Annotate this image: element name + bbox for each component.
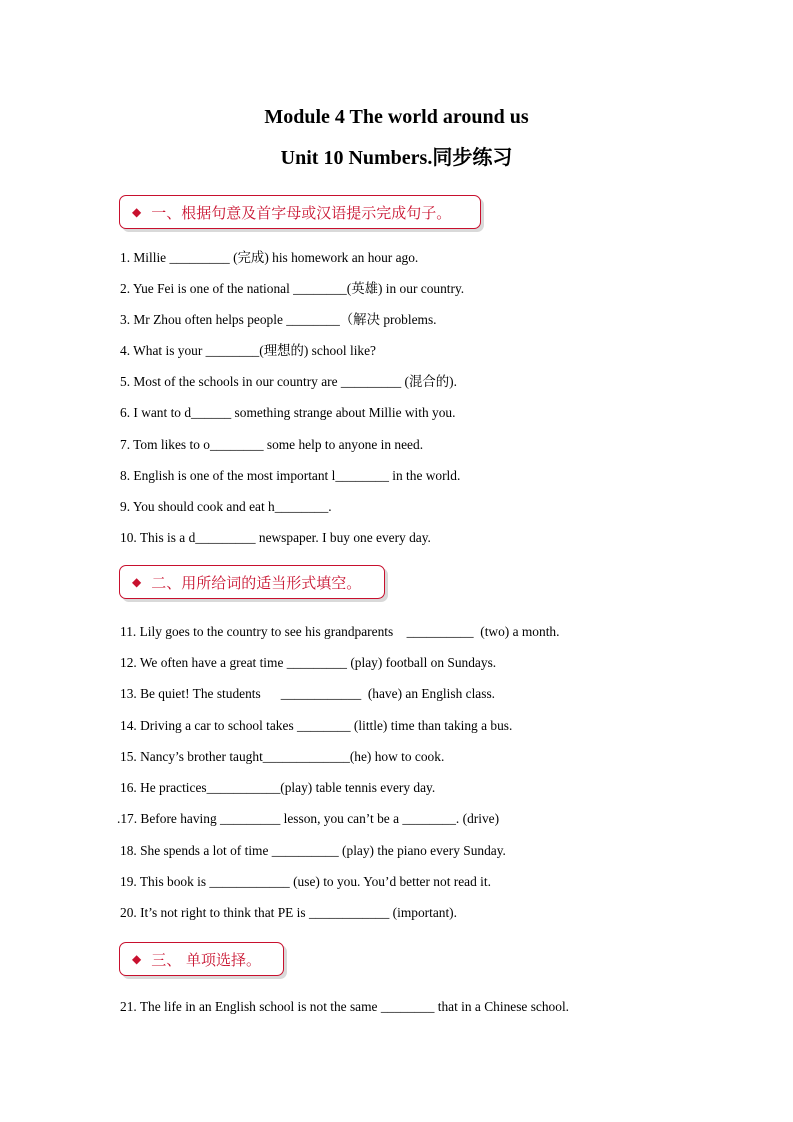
question-13: 13. Be quiet! The students ____________ (have) an English class.	[120, 686, 496, 701]
question-17: .17. Before having _________ lesson, you can’t be a ________. (drive)	[117, 811, 500, 826]
diamond-icon: ◆	[132, 952, 142, 966]
page-subtitle: Unit 10 Numbers.同步练习	[280, 147, 513, 169]
section-header-3	[119, 942, 284, 976]
question-4: 4. What is your ________(理想的) school like?	[120, 343, 376, 358]
question-9: 9. You should cook and eat h________.	[120, 499, 332, 514]
diamond-icon: ◆	[132, 575, 142, 589]
diamond-icon: ◆	[132, 205, 142, 219]
question-8: 8. English is one of the most important l________ in the world.	[120, 468, 461, 483]
question-16: 16. He practices___________(play) table tennis every day.	[120, 780, 436, 795]
question-6: 6. I want to d______ something strange about Millie with you.	[120, 405, 456, 420]
question-2: 2. Yue Fei is one of the national ________(英雄) in our country.	[120, 281, 465, 296]
question-18: 18. She spends a lot of time __________ (play) the piano every Sunday.	[120, 843, 506, 858]
section-header-1	[119, 195, 481, 229]
question-21: 21. The life in an English school is not the same ________ that in a Chinese school.	[120, 999, 570, 1014]
question-7: 7. Tom likes to o________ some help to anyone in need.	[120, 437, 424, 452]
question-11: 11. Lily goes to the country to see his grandparents __________ (two) a month.	[120, 624, 560, 639]
question-14: 14. Driving a car to school takes ________ (little) time than taking a bus.	[120, 718, 513, 733]
section-label: 二、用所给词的适当形式填空。	[151, 573, 362, 592]
question-20: 20. It’s not right to think that PE is ____________ (important).	[120, 905, 457, 920]
question-5: 5. Most of the schools in our country are _________ (混合的).	[120, 374, 457, 389]
question-12: 12. We often have a great time _________ (play) football on Sundays.	[120, 655, 497, 670]
question-1: 1. Millie _________ (完成) his homework an hour ago.	[120, 250, 419, 265]
question-15: 15. Nancy’s brother taught_____________(he) how to cook.	[120, 749, 445, 764]
section-label: 三、 单项选择。	[151, 950, 262, 969]
question-3: 3. Mr Zhou often helps people ________（解决 problems.	[120, 312, 437, 327]
question-10: 10. This is a d_________ newspaper. I buy one every day.	[120, 530, 431, 545]
section-header-2	[119, 565, 385, 599]
section-label: 一、根据句意及首字母或汉语提示完成句子。	[151, 203, 452, 222]
question-19: 19. This book is ____________ (use) to you. You’d better not read it.	[120, 874, 491, 889]
page-title: Module 4 The world around us	[264, 106, 529, 128]
